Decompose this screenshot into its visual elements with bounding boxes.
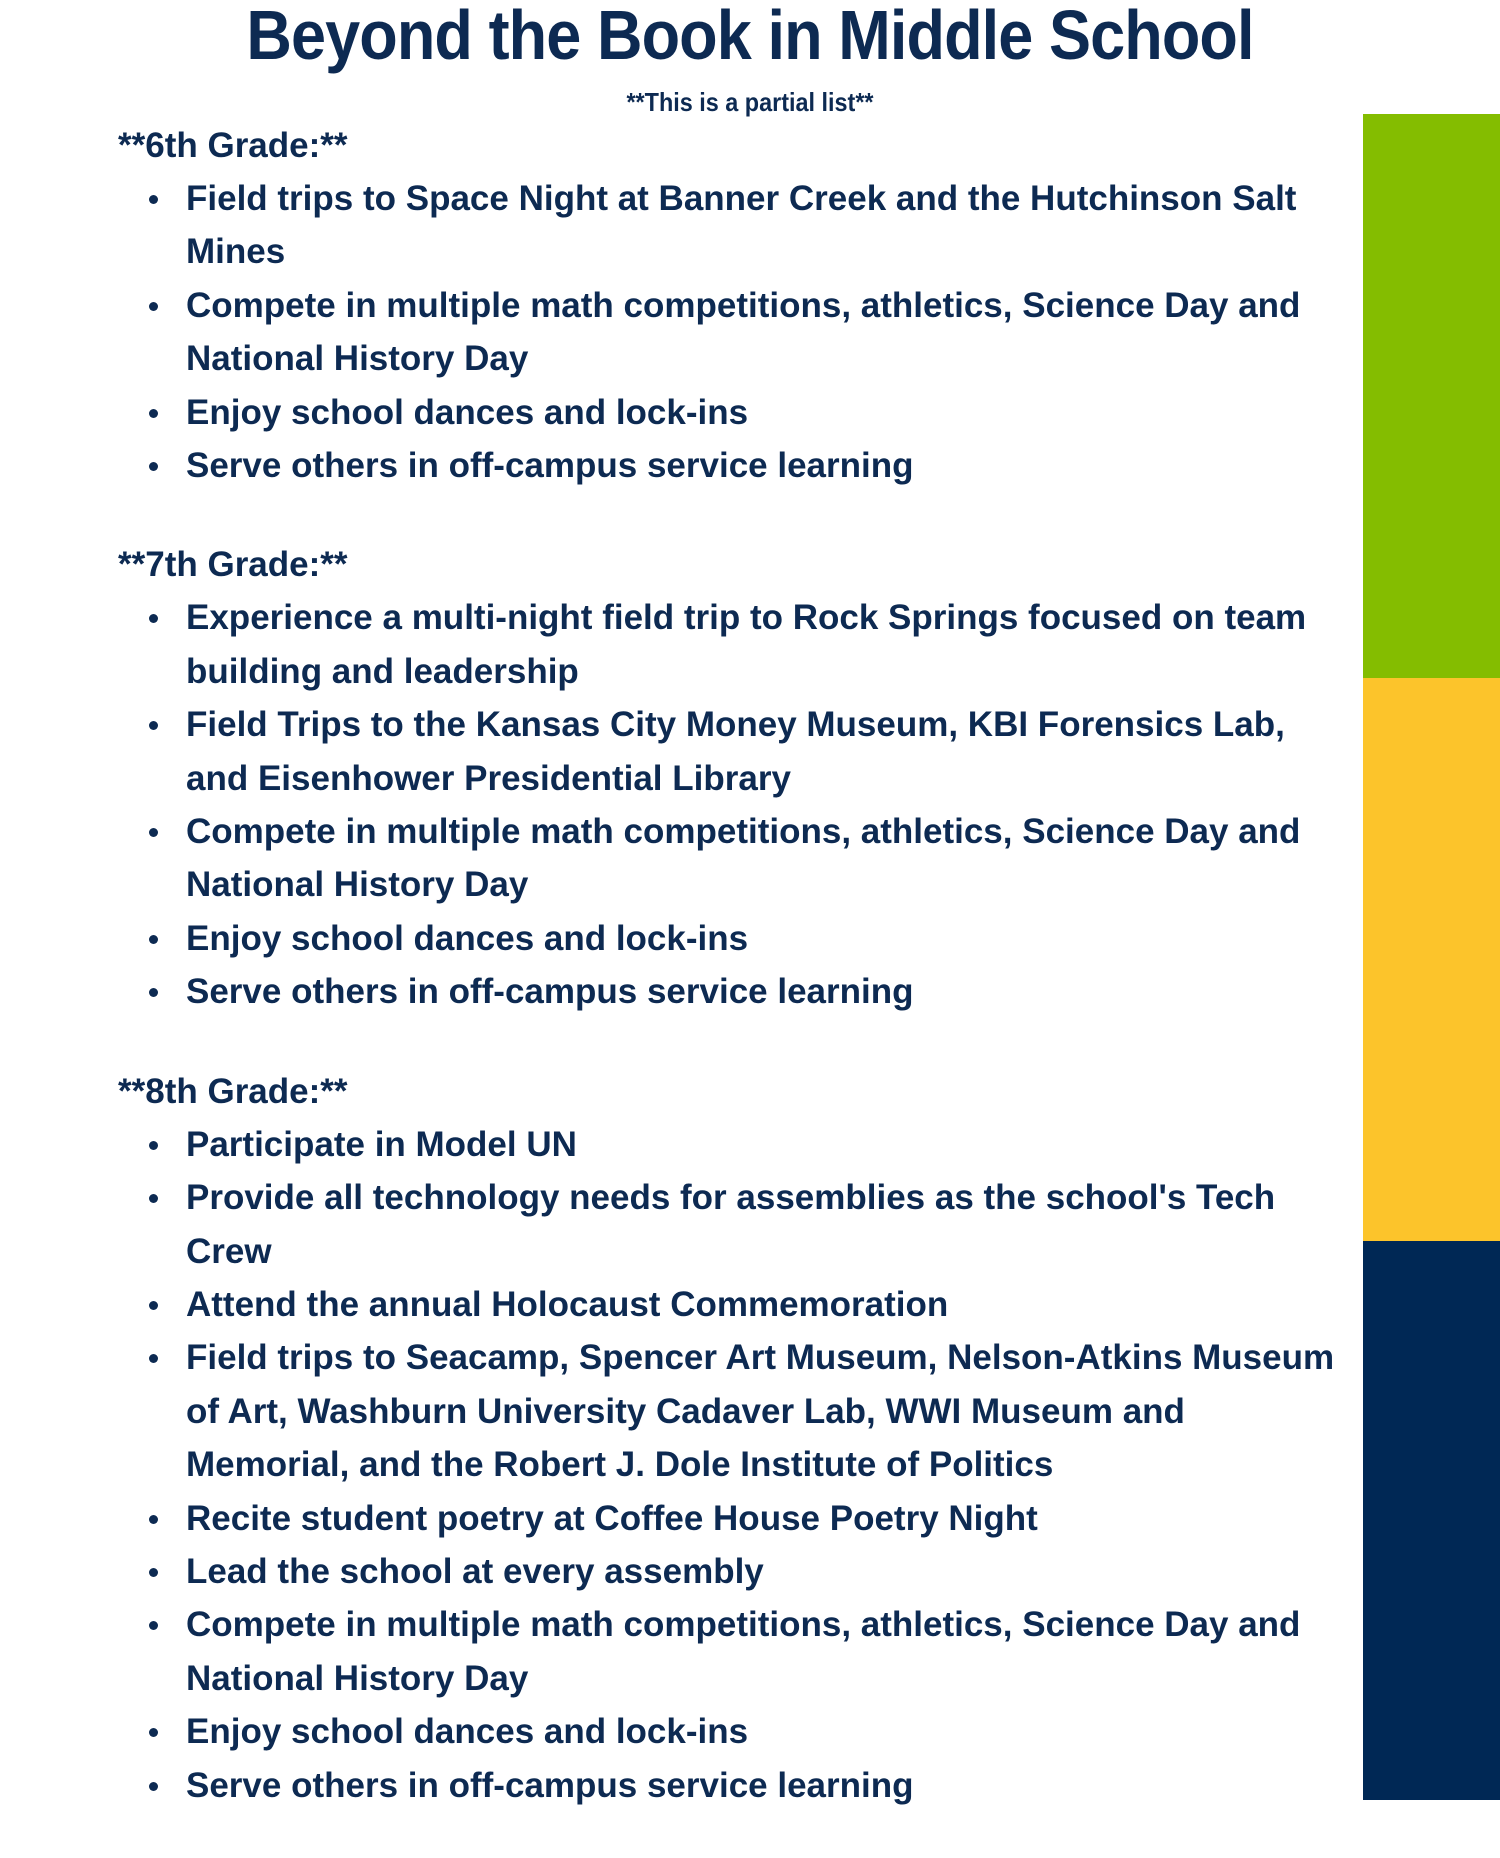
list-item-text: Compete in multiple math competitions, athletics, Science Day and National History Day xyxy=(186,1605,1301,1698)
bullet-icon xyxy=(149,1782,158,1791)
list-item xyxy=(118,1545,1348,1598)
list-item-text: Experience a multi-night field trip to Rock Springs focused on team building and leadership xyxy=(186,598,1307,691)
grade-heading: **6th Grade:** xyxy=(118,126,348,165)
list-item-text: Serve others in off-campus service learning xyxy=(186,446,914,486)
list-item xyxy=(118,1331,1348,1491)
list-item-text: Compete in multiple math competitions, athletics, Science Day and National History Day xyxy=(186,285,1301,379)
grade-list xyxy=(118,119,1348,1858)
grade-section-6 xyxy=(118,119,1348,492)
bullet-icon xyxy=(149,1728,158,1737)
grade-section-7 xyxy=(118,538,1348,1018)
list-item xyxy=(118,439,1348,492)
bullet-icon xyxy=(149,988,158,997)
list-item xyxy=(118,1705,1348,1758)
accent-bar-yellow xyxy=(1363,678,1500,1241)
activity-list xyxy=(118,172,1348,492)
bullet-icon xyxy=(149,1194,158,1203)
bullet-icon xyxy=(149,1515,158,1524)
list-item-text: Participate in Model UN xyxy=(186,1124,577,1164)
list-item xyxy=(118,279,1348,386)
list-item xyxy=(118,1492,1348,1545)
bullet-icon xyxy=(149,1301,158,1310)
bullet-icon xyxy=(149,1568,158,1577)
list-item-text: Field Trips to the Kansas City Money Museum, KBI Forensics Lab, and Eisenhower Presidential Library xyxy=(186,705,1285,798)
list-item-text: Enjoy school dances and lock-ins xyxy=(186,918,749,958)
grade-heading: **7th Grade:** xyxy=(118,545,348,585)
list-item xyxy=(118,1278,1348,1331)
list-item-text: Lead the school at every assembly xyxy=(186,1551,764,1591)
bullet-icon xyxy=(149,302,158,311)
list-item xyxy=(118,1598,1348,1705)
list-item xyxy=(118,172,1348,279)
page-title: Beyond the Book in Middle School xyxy=(246,0,1254,74)
bullet-icon xyxy=(149,1141,158,1150)
bullet-icon xyxy=(149,195,158,204)
bullet-icon xyxy=(149,828,158,837)
list-item-text: Compete in multiple math competitions, athletics, Science Day and National History Day xyxy=(186,812,1301,905)
grade-heading: **8th Grade:** xyxy=(118,1071,348,1111)
bullet-icon xyxy=(149,1354,158,1363)
list-item-text: Field trips to Seacamp, Spencer Art Museum, Nelson-Atkins Museum of Art, Washburn University Cadaver Lab, WWI Museum and Memorial, and the Robert J. Dole Institute of Politics xyxy=(186,1338,1335,1485)
list-item-text: Serve others in off-campus service learning xyxy=(186,972,914,1012)
grade-section-8 xyxy=(118,1065,1348,1812)
bullet-icon xyxy=(149,614,158,623)
activity-list xyxy=(118,591,1348,1018)
list-item xyxy=(118,386,1348,439)
bullet-icon xyxy=(149,462,158,471)
list-item xyxy=(118,912,1348,965)
list-item-text: Serve others in off-campus service learning xyxy=(186,1765,914,1805)
list-item xyxy=(118,1171,1348,1278)
bullet-icon xyxy=(149,409,158,418)
activity-list xyxy=(118,1118,1348,1812)
list-item-text: Enjoy school dances and lock-ins xyxy=(186,1712,749,1752)
list-item xyxy=(118,698,1348,805)
list-item-text: Provide all technology needs for assemblies as the school's Tech Crew xyxy=(186,1178,1276,1271)
list-item xyxy=(118,591,1348,698)
list-item xyxy=(118,1759,1348,1812)
list-item xyxy=(118,805,1348,912)
list-item-text: Field trips to Space Night at Banner Creek and the Hutchinson Salt Mines xyxy=(186,179,1297,272)
list-item xyxy=(118,1118,1348,1171)
accent-bar-green xyxy=(1363,114,1500,678)
list-item-text: Recite student poetry at Coffee House Poetry Night xyxy=(186,1498,1038,1538)
bullet-icon xyxy=(149,721,158,730)
list-item-text: Enjoy school dances and lock-ins xyxy=(186,392,749,432)
list-item-text: Attend the annual Holocaust Commemoration xyxy=(186,1284,949,1324)
bullet-icon xyxy=(149,1621,158,1630)
bullet-icon xyxy=(149,935,158,944)
list-item xyxy=(118,965,1348,1018)
accent-bar-navy xyxy=(1363,1241,1500,1800)
page-subtitle: **This is a partial list** xyxy=(626,87,874,117)
